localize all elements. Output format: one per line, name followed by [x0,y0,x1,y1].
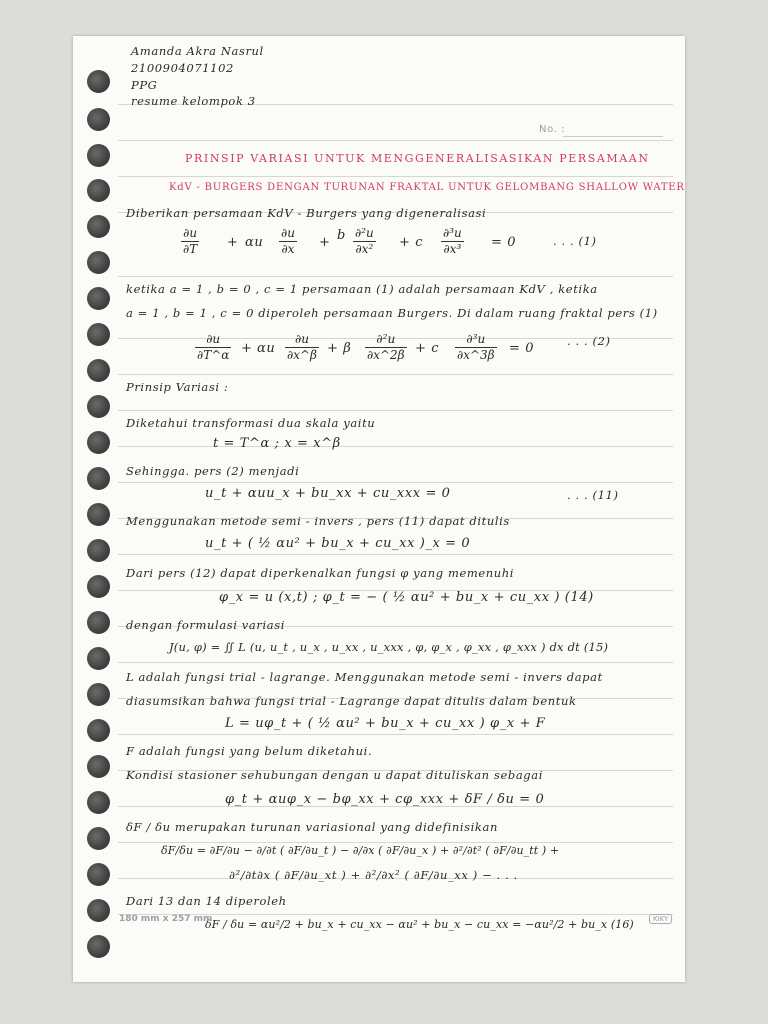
eq2-term-2: ∂u ∂x^β [287,332,317,363]
eq1-op-2: + [319,235,331,250]
ruled-line [118,410,673,411]
eq2-rhs: = 0 [509,341,535,356]
binder-hole [87,108,110,131]
ruled-line [118,140,673,141]
eq-final: δF / δu = αu²/2 + bu_x + cu_xx − αu² + bu_x − cu_xx = −αu²/2 + bu_x (16) [205,918,634,931]
brand-logo: KIKY [649,914,672,924]
paper-size-label: 180 mm x 257 mm [119,914,213,924]
intro-text: Diberikan persamaan KdV - Burgers yang digeneralisasi [126,206,487,220]
binder-hole [87,503,110,526]
f-unknown-text: F adalah fungsi yang belum diketahui. [126,744,373,758]
eq1-term-3: ∂²u ∂x² [355,226,374,257]
eq1-term-4: ∂³u ∂x³ [443,226,462,257]
sehingga-text: Sehingga. pers (2) menjadi [126,464,300,478]
binder-hole [87,575,110,598]
result-intro: Dari 13 dan 14 diperoleh [126,894,287,908]
eq1-op-3: + c [399,235,424,250]
binder-hole [87,251,110,274]
eq1-term-2: ∂u ∂x [281,226,295,257]
ruled-line [118,482,673,483]
notebook-page [73,36,685,982]
ruled-line [118,662,673,663]
eq2-op-3: + c [415,341,440,356]
ruled-line [118,276,673,277]
eq1-coef-b: b [337,228,346,243]
binder-hole [87,431,110,454]
author-name: Amanda Akra Nasrul [131,44,264,58]
eq2-op-2: + β [327,341,352,356]
binder-hole [87,863,110,886]
condition-line-1: ketika a = 1 , b = 0 , c = 1 persamaan (1) adalah persamaan KdV , ketika [126,282,598,296]
binder-hole [87,611,110,634]
eq11-tag: . . . (11) [567,488,619,502]
ruled-line [118,374,673,375]
ruled-line [118,842,673,843]
binder-hole [87,144,110,167]
eq11: u_t + αuu_x + bu_xx + cu_xxx = 0 [205,486,451,501]
page-number-line [563,136,663,137]
page-number-label: No. : [539,124,566,135]
eq1-term-1: ∂u ∂T [183,226,198,257]
eq15: J(u, φ) = ∬ L (u, u_t , u_x , u_xx , u_xxx , φ, φ_x , φ_xx , φ_xxx ) dx dt (15) [169,640,609,654]
eq14: φ_x = u (x,t) ; φ_t = − ( ½ αu² + bu_x + cu_xx ) (14) [219,590,594,605]
condition-line-2: a = 1 , b = 1 , c = 0 diperoleh persamaan Burgers. Di dalam ruang fraktal pers (1) [126,306,658,320]
student-id: 2100904071102 [131,61,234,75]
binder-hole [87,70,110,93]
binder-hole [87,467,110,490]
ruled-line [118,176,673,177]
binder-hole [87,935,110,958]
eq2-tag: . . . (2) [567,334,611,348]
binder-hole [87,359,110,382]
eq2-term-1: ∂u ∂T^α [197,332,230,363]
group-label: resume kelompok 3 [131,94,256,108]
section-heading: Prinsip Variasi : [126,380,229,394]
transform-intro: Diketahui transformasi dua skala yaitu [126,416,376,430]
eq-derivative-2: ∂²/∂t∂x ( ∂F/∂u_xt ) + ∂²/∂x² ( ∂F/∂u_xx ) − . . . [229,868,518,882]
semi-inverse-text: Menggunakan metode semi - invers , pers (11) dapat ditulis [126,514,510,528]
transform-eq: t = T^α ; x = x^β [213,436,341,451]
eq-stationary: φ_t + αuφ_x − bφ_xx + cφ_xxx + δF / δu = 0 [225,792,545,807]
ruled-line [118,446,673,447]
program-label: PPG [131,78,158,92]
eq2-alpha: αu [257,341,276,356]
eq2-op-1: + [241,341,253,356]
binder-hole [87,755,110,778]
eq-derivative-1: δF/δu = ∂F/∂u − ∂/∂t ( ∂F/∂u_t ) − ∂/∂x ( ∂F/∂u_x ) + ∂²/∂t² ( ∂F/∂u_tt ) + [161,844,560,857]
binder-hole [87,683,110,706]
title-line-1: PRINSIP VARIASI UNTUK MENGGENERALISASIKAN PERSAMAAN [185,152,650,165]
binder-hole [87,899,110,922]
binder-hole [87,827,110,850]
ruled-line [118,734,673,735]
formulation-text: dengan formulasi variasi [126,618,285,632]
binder-hole [87,179,110,202]
eq1-tag: . . . (1) [553,234,597,248]
ruled-line [118,554,673,555]
binder-hole [87,287,110,310]
function-intro: Dari pers (12) dapat diperkenalkan fungsi φ yang memenuhi [126,566,515,580]
binder-hole [87,395,110,418]
eq1-alpha: αu [245,235,264,250]
lagrange-text-1: L adalah fungsi trial - lagrange. Menggunakan metode semi - invers dapat [126,670,603,684]
binder-hole [87,647,110,670]
title-line-2: KdV - BURGERS DENGAN TURUNAN FRAKTAL UNTUK GELOMBANG SHALLOW WATER [169,182,685,193]
lagrange-text-2: diasumsikan bahwa fungsi trial - Lagrange dapat ditulis dalam bentuk [126,694,577,708]
eq2-term-3: ∂²u ∂x^2β [367,332,405,363]
eq1-rhs: = 0 [491,235,517,250]
variational-text: δF / δu merupakan turunan variasional yang didefinisikan [126,820,498,834]
eq12: u_t + ( ½ αu² + bu_x + cu_xx )_x = 0 [205,536,471,551]
eq-lagrangian: L = uφ_t + ( ½ αu² + bu_x + cu_xx ) φ_x + F [225,716,546,731]
eq1-op-1: + [227,235,239,250]
stationary-text: Kondisi stasioner sehubungan dengan u dapat dituliskan sebagai [126,768,543,782]
binder-hole [87,539,110,562]
binder-hole [87,719,110,742]
binder-hole [87,791,110,814]
binder-hole [87,215,110,238]
eq2-term-4: ∂³u ∂x^3β [457,332,495,363]
binder-hole [87,323,110,346]
